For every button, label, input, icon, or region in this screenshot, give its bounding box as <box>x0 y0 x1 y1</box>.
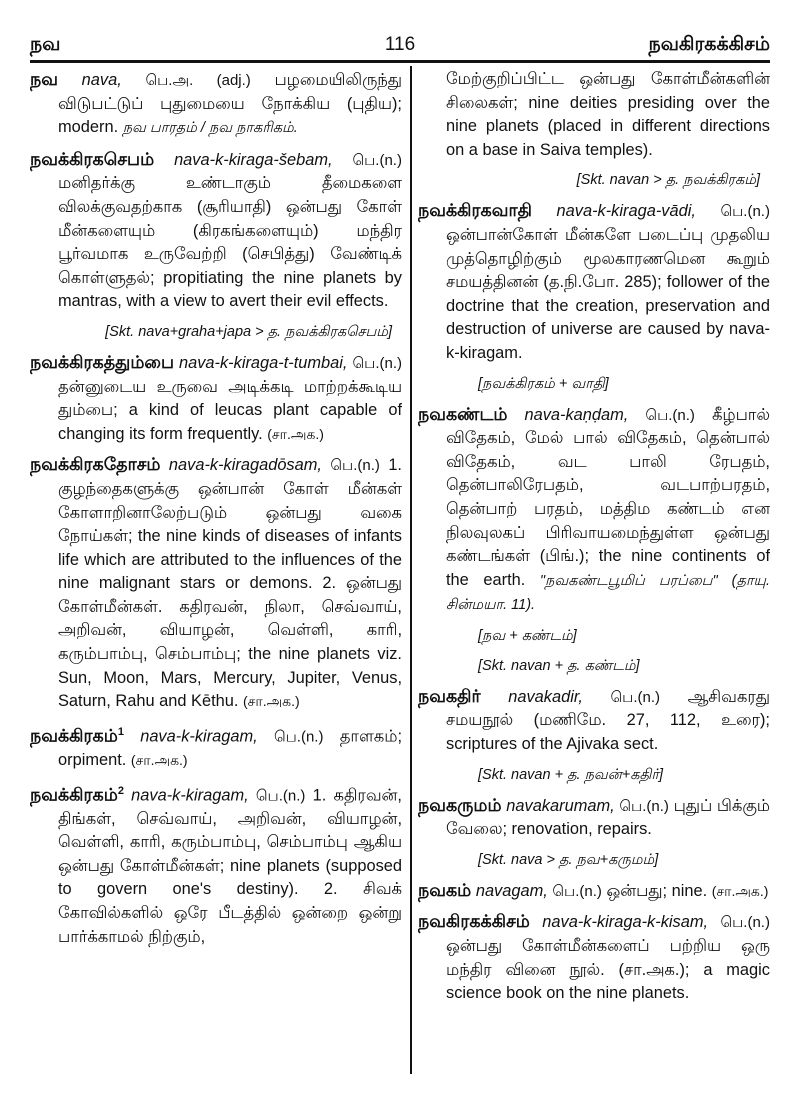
headword: நவக்கிரகவாதி <box>418 200 532 221</box>
transliteration: nava-kaṇḍam, <box>524 405 629 424</box>
headword: நவகதிர் <box>418 685 481 706</box>
page-header <box>30 34 770 58</box>
definition: தாளகம்; orpiment. <box>58 727 402 769</box>
transliteration: nava-k-kiraga-t-tumbai, <box>178 353 348 372</box>
entry-navakkiragatthumbai <box>30 351 402 446</box>
transliteration: nava-k-kiraga-vādi, <box>556 202 696 221</box>
entry-navakarumam <box>418 794 770 842</box>
entry-navakkiragathosam <box>30 453 402 714</box>
part-of-speech: பெ.(n.) <box>645 406 695 424</box>
headword: நவக்கிரகதோசம் <box>30 454 161 475</box>
definition: புதுப் பிக்கும் வேலை; renovation, repairs. <box>446 796 770 839</box>
source-reference: (சா.அக.) <box>130 751 188 768</box>
part-of-speech: பெ.(n.) <box>720 203 770 221</box>
part-of-speech: பெ.(n.) <box>720 914 770 932</box>
definition: ஆசிவகரது சமயநூல் (மணிமே. 27, 112, உரை); scriptures of the Ajivaka sect. <box>446 687 770 754</box>
entry-navakkiragam-1 <box>30 721 402 773</box>
homonym-number: 2 <box>117 784 124 797</box>
column-divider <box>410 66 412 1074</box>
entry-nava <box>30 68 402 141</box>
literary-quotation: "நவகண்டபூமிப் பரப்பை" (தாயு. சின்மயா. 11). <box>446 572 770 614</box>
part-of-speech: பெ.(n.) <box>352 354 402 372</box>
entry-navakkiragasebam <box>30 148 402 314</box>
part-of-speech: பெ.(n.) <box>352 151 402 169</box>
part-of-speech: பெ.(n.) <box>610 688 661 706</box>
headword: நவக்கிரகத்தும்பை <box>30 351 174 372</box>
transliteration: nava, <box>81 71 122 89</box>
part-of-speech: பெ.(n.) <box>552 882 602 900</box>
transliteration: nava-k-kiraga-k-kisam, <box>542 913 709 932</box>
entry-navakiragakkisam <box>418 910 770 1005</box>
etymology: [நவக்கிரகம் + வாதி] <box>478 375 609 392</box>
headword: நவ <box>30 69 58 89</box>
header-guide-word-left: நவ <box>30 34 61 55</box>
homonym-number: 1 <box>117 725 124 738</box>
part-of-speech: பெ.(n.) <box>330 457 380 475</box>
part-of-speech: பெ.(n.) <box>619 797 669 815</box>
entry-navakkiragavadi <box>418 199 770 365</box>
entry-navakkiragam-2 <box>30 780 402 950</box>
usage-example: நவ பாரதம் / நவ நாகரிகம். <box>122 120 298 137</box>
entry-navakandam <box>418 403 770 618</box>
right-column <box>418 68 770 1078</box>
source-reference: (சா.அக.) <box>267 425 324 442</box>
definition: மனிதர்க்கு உண்டாகும் தீமைகளை விலக்குவதற்காக (சூரியாதி) ஒன்பது கோள் மீன்களையும் (கிரகங்களையும்) மந்திர பூர்வமாக உருவேற்றி (செபித்து) வேண்டிக் கொள்ளுதல்; propitiating the nine planets by mantras, with a view to avert their evil effects. <box>58 174 402 311</box>
transliteration: navakarumam, <box>506 796 615 815</box>
transliteration: nava-k-kiraga-šebam, <box>174 150 333 169</box>
headword: நவக்கிரகம் <box>30 783 118 804</box>
etymology: [நவ + கண்டம்] <box>478 627 577 644</box>
continued-definition: மேற்குறிப்பிட்ட ஒன்பது கோள்மீன்களின் சிலைகள்; nine deities presiding over the nine planets (placed in different directions on a base in Saiva temples). <box>446 70 770 159</box>
headword: நவகருமம் <box>418 794 502 815</box>
etymology: [Skt. navan > த. நவக்கிரகம்] <box>576 172 760 189</box>
definition: 1. குழந்தைகளுக்கு ஒன்பான் கோள் மீன்கள் கோளாறினாலேற்படும் ஒன்பது வகை நோய்கள்; the nine kinds of diseases of infants life which are attributed to the influences of the nine malignant stars or demons. 2. ஒன்பது கோள்மீன்கள். கதிரவன், நிலா, செவ்வாய், அறிவன், வியாழன், வெள்ளி, காரி, கரும்பாம்பு, செம்பாம்பு; the nine planets viz. Sun, Moon, Mars, Mercury, Jupiter, Venus, Saturn, Rahu and Kēthu. <box>58 456 402 711</box>
part-of-speech: பெ.(n.) <box>255 786 306 804</box>
definition: ஒன்பது கோள்மீன்களைப் பற்றிய ஒரு மந்திர வினை நூல். (சா.அக.); a magic science book on the nine planets. <box>446 937 770 1003</box>
etymology: [Skt. nava+graha+japa > த. நவக்கிரகசெபம்] <box>105 323 392 340</box>
transliteration: navagam, <box>475 881 548 900</box>
headword: நவகம் <box>418 879 472 900</box>
entry-navagam <box>418 879 770 904</box>
transliteration: navakadir, <box>508 687 583 706</box>
header-rule <box>30 60 770 63</box>
headword: நவகண்டம் <box>418 403 508 424</box>
entry-navakadir <box>418 685 770 757</box>
source-reference: (சா.அக.) <box>243 693 300 710</box>
definition: ஒன்பது; nine. <box>606 881 708 900</box>
etymology: [Skt. navan + த. நவன்+கதிர்] <box>478 766 664 783</box>
source-reference: (சா.அக.) <box>711 882 769 899</box>
headword: நவகிரகக்கிசம் <box>418 911 530 932</box>
part-of-speech: பெ.(n.) <box>273 728 324 746</box>
transliteration: nava-k-kiragam, <box>131 785 249 804</box>
header-guide-word-right: நவகிரகக்கிசம் <box>648 34 770 55</box>
definition: பழமையிலிருந்து விடுபட்டுப் புதுமையை நோக்கிய (புதிய); modern. <box>58 71 402 137</box>
definition: 1. கதிரவன், திங்கள், செவ்வாய், அறிவன், வியாழன், வெள்ளி, காரி, கரும்பாம்பு, செம்பாம்பு ஆகிய ஒன்பது கோள்மீன்கள்; nine planets (supposed to govern one's destiny). 2. சிவக் கோவில்களில் ஒரே பீடத்தில் ஒன்றை ஒன்று பார்க்காமல் நிற்கும், <box>58 785 402 946</box>
transliteration: nava-k-kiragam, <box>140 727 258 746</box>
definition: தன்னுடைய உருவை அடிக்கடி மாற்றக்கூடிய தும்பை; a kind of leucas plant capable of changing its form frequently. <box>58 377 402 443</box>
etymology: [Skt. navan + த. கண்டம்] <box>478 657 640 674</box>
headword: நவக்கிரகசெபம் <box>30 148 155 169</box>
page-number: 116 <box>384 34 416 55</box>
headword: நவக்கிரகம் <box>30 725 118 746</box>
definition: கீழ்பால் விதேகம், மேல் பால் விதேகம், தென்பால் விதேகம், வட பாலி ரேபதம், தென்பாலிரேபதம், வடபாற்பரதம், தென்பாற் பரதம், மத்திம கண்டம் என நிலவுலகப் பிரிவாயமைந்துள்ள ஒன்பது கண்டங்கள் (பிங்.); the nine continents of the earth. <box>446 405 770 589</box>
left-column <box>30 68 402 1078</box>
definition: ஒன்பான்கோள் மீன்களே படைப்பு முதலிய முத்தொழிற்கும் மூலகாரணமென கூறும் சமயத்தினன் (த.நி.போ. 285); follower of the doctrine that the creation, preservation and destruction of universe are caused by nava-k-kiragam. <box>446 225 770 362</box>
transliteration: nava-k-kiragadōsam, <box>168 456 322 475</box>
part-of-speech: பெ.அ. (adj.) <box>145 72 251 89</box>
etymology: [Skt. nava > த. நவ+கருமம்] <box>478 851 659 868</box>
